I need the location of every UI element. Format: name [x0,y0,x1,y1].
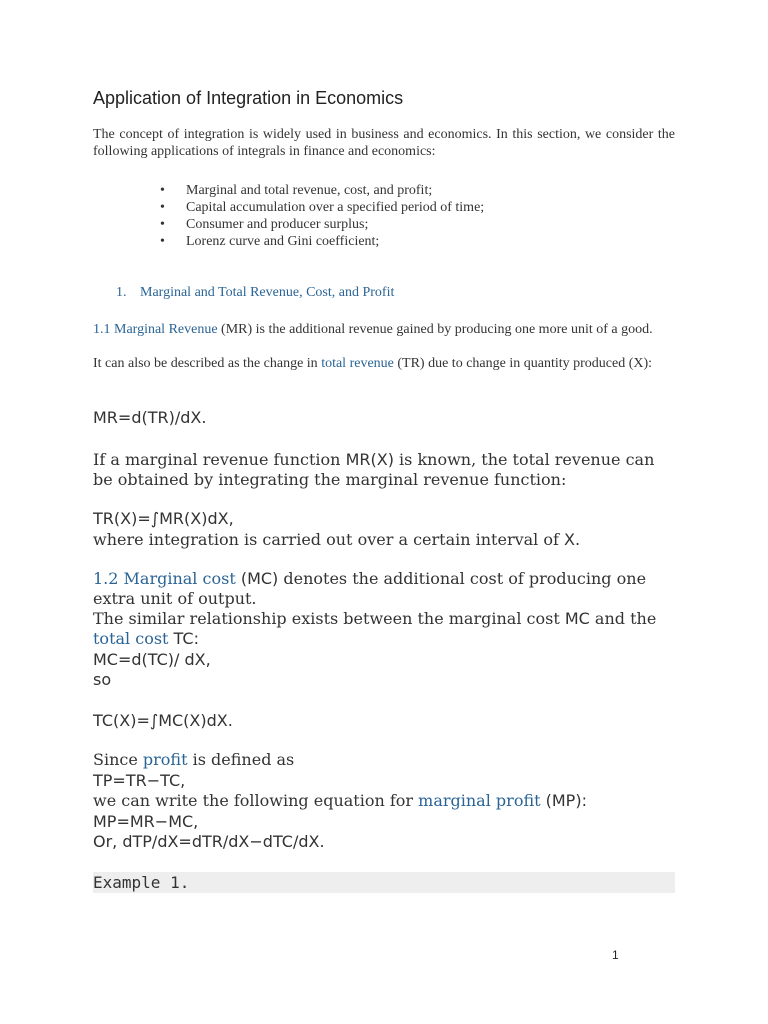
mr-definition [93,321,675,338]
mr-def-text: (MR) is the additional revenue gained by producing one more unit of a good. [217,322,653,337]
tr-description [93,355,675,372]
rel-a: The similar relationship exists between the marginal cost [93,609,565,628]
section-number: 1. [116,285,127,300]
known-a: If a marginal revenue function [93,450,346,469]
rel-d: TC: [168,629,199,648]
intro-paragraph: The concept of integration is widely used in business and economics. In this section, we consider the following applications of integrals in finance and economics: [93,127,675,159]
mc-abbr: (MC) [235,569,279,588]
mc-def-text: denotes the additional cost of producing one extra unit of output. [93,569,647,608]
write-b: (MP): [540,791,587,810]
page-number: 1 [612,948,619,962]
mr-known-paragraph [93,450,675,490]
page-title: Application of Integration in Economics [93,88,404,108]
integration-interval-text [93,530,675,550]
example-heading: Example 1. [93,872,675,893]
where-b: X [564,530,575,549]
total-cost-link[interactable]: total cost [93,629,169,648]
profit-definition [93,750,675,770]
write-a: we can write the following equation for [93,791,419,810]
where-a: where integration is carried out over a certain interval of [93,530,565,549]
so-text: so [93,670,112,689]
since-a: Since [93,750,143,769]
tp-equation: TP=TR−TC, [93,771,186,790]
tr-integral-equation: TR(X)=∫MR(X)dX, [93,509,234,528]
total-revenue-link[interactable]: total revenue [321,356,394,371]
marginal-revenue-link[interactable]: 1.1 Marginal Revenue [93,322,218,337]
list-item: • Capital accumulation over a specified period of time; [160,199,660,216]
known-b: MR(X) [345,450,394,469]
section-title: Marginal and Total Revenue, Cost, and Profit [140,285,395,300]
rel-b: MC [564,609,590,628]
list-item: • Marginal and total revenue, cost, and profit; [160,182,660,199]
tr-desc-pre: It can also be described as the change in [93,356,322,371]
profit-link[interactable]: profit [142,750,188,769]
dtp-equation: Or, dTP/dX=dTR/dX−dTC/dX. [93,832,325,851]
tc-integral-equation: TC(X)=∫MC(X)dX. [93,711,233,730]
mc-relationship [93,609,675,649]
mr-equation: MR=d(TR)/dX. [93,408,207,427]
list-item: • Lorenz curve and Gini coefficient; [160,233,660,250]
section-heading [116,285,394,301]
mc-equation: MC=d(TC)/ dX, [93,650,211,669]
known-c: is known, the total revenue can be obtained by integrating the marginal revenue function: [93,450,655,489]
since-b: is defined as [187,750,295,769]
marginal-profit-link[interactable]: marginal profit [418,791,541,810]
mp-equation: MP=MR−MC, [93,812,199,831]
applications-list [160,182,660,250]
where-c: . [574,530,581,549]
tr-desc-post: (TR) due to change in quantity produced (X): [393,356,653,371]
rel-c: and the [589,609,657,628]
marginal-profit-intro [93,791,675,811]
marginal-cost-link[interactable]: 1.2 Marginal cost [93,569,236,588]
mc-definition [93,569,675,609]
list-item: • Consumer and producer surplus; [160,216,660,233]
